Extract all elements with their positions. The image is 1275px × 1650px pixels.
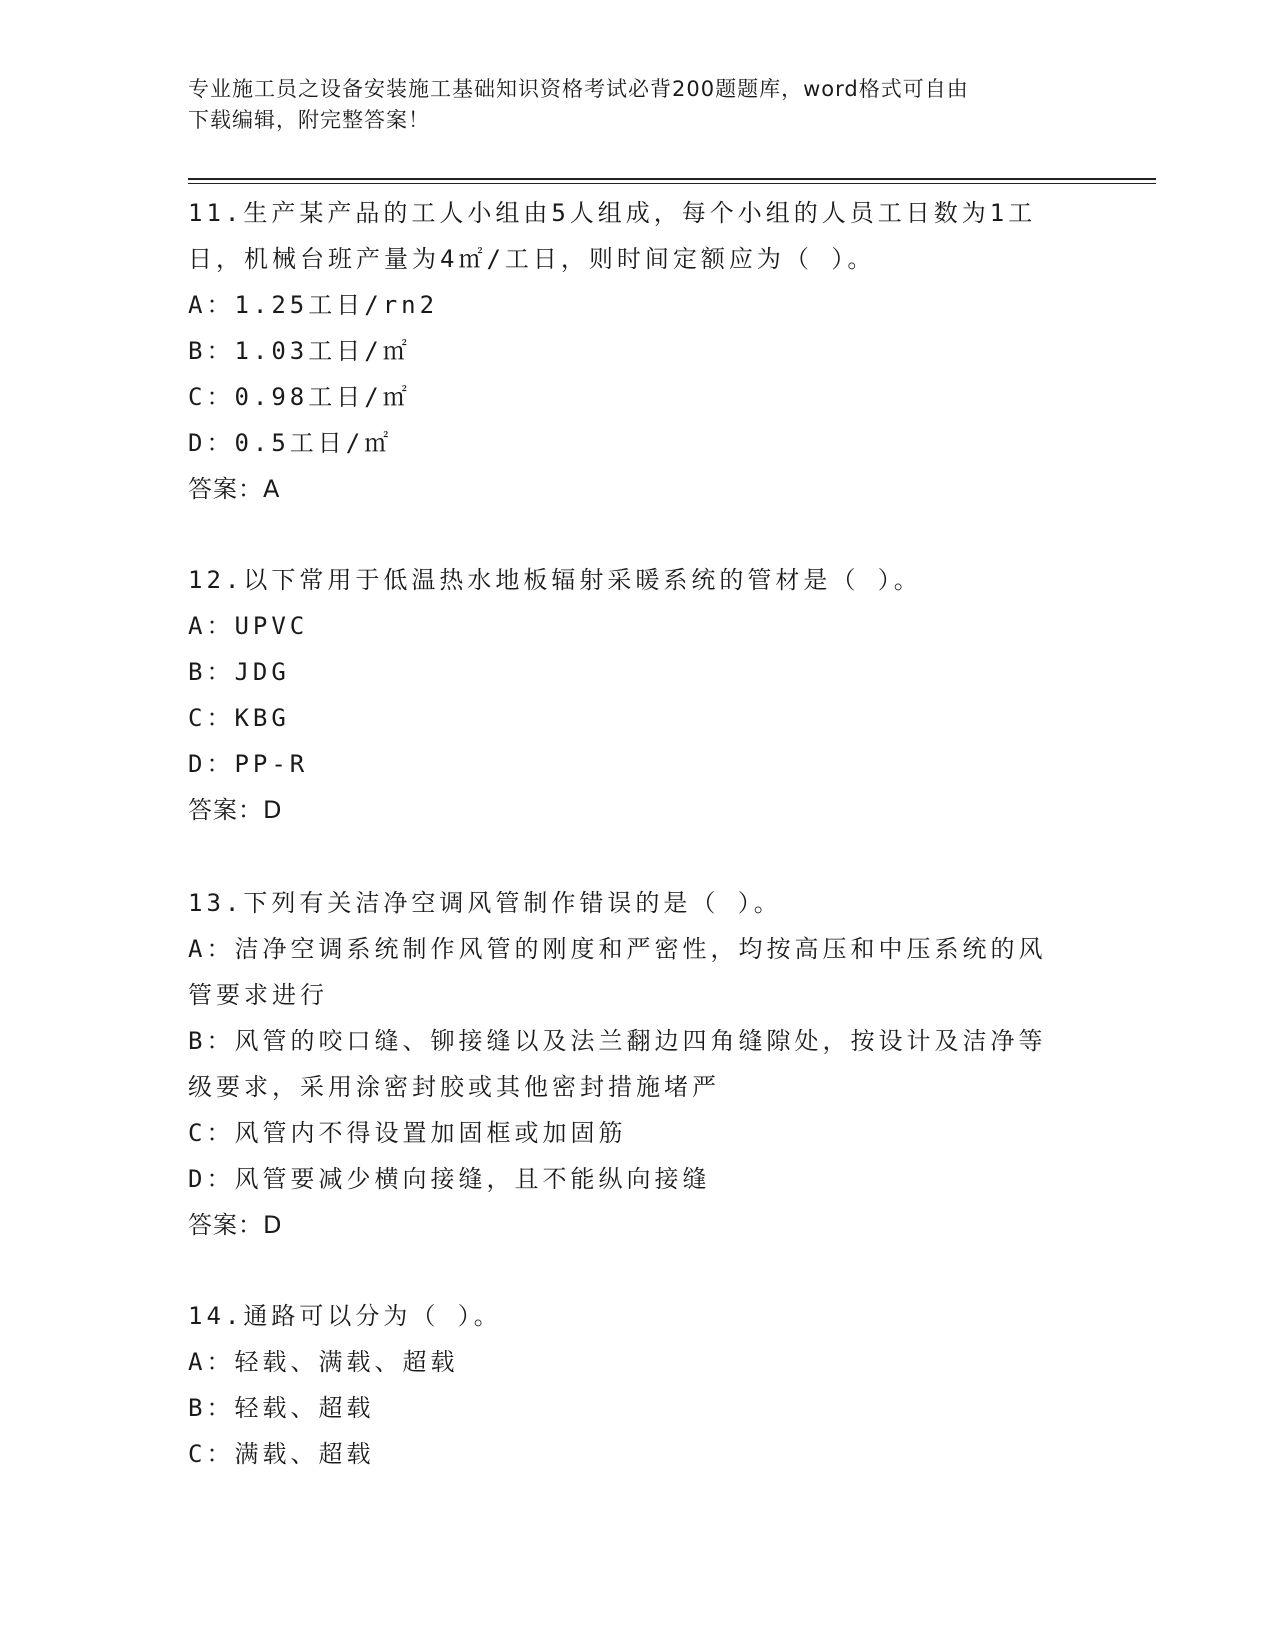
header-divider-thin — [188, 183, 1156, 184]
header-divider-thick — [188, 178, 1156, 180]
question-spacer — [188, 833, 1088, 880]
option-b: B：1.03工日/㎡ — [188, 337, 411, 365]
question-stem: 11.生产某产品的工人小组由5人组成，每个小组的人员工日数为1工 — [188, 199, 1037, 227]
question-spacer — [188, 1248, 1088, 1293]
answer: 答案：D — [188, 1211, 283, 1239]
option-b: B：风管的咬口缝、铆接缝以及法兰翻边四角缝隙处，按设计及洁净等 — [188, 1027, 1047, 1055]
question-stem: 12.以下常用于低温热水地板辐射采暖系统的管材是（ ）。 — [188, 566, 922, 594]
question-11 — [188, 190, 1088, 512]
option-d: D：PP-R — [188, 750, 309, 778]
option-c: C：KBG — [188, 704, 290, 732]
option-c: C：0.98工日/㎡ — [188, 383, 411, 411]
option-b: B：轻载、超载 — [188, 1394, 375, 1422]
document-header — [188, 74, 1088, 136]
option-b-continued: 级要求，采用涂密封胶或其他密封措施堵严 — [188, 1073, 720, 1101]
question-13 — [188, 880, 1088, 1248]
option-b: B：JDG — [188, 658, 290, 686]
option-a: A：1.25工日/rn2 — [188, 291, 439, 319]
question-list — [188, 190, 1088, 1477]
option-c: C：风管内不得设置加固框或加固筋 — [188, 1119, 627, 1147]
question-12 — [188, 557, 1088, 833]
answer: 答案：A — [188, 475, 281, 503]
option-a-continued: 管要求进行 — [188, 981, 328, 1009]
header-line-1: 专业施工员之设备安装施工基础知识资格考试必背200题题库，word格式可自由 — [188, 77, 969, 101]
option-a: A：洁净空调系统制作风管的刚度和严密性，均按高压和中压系统的风 — [188, 935, 1047, 963]
option-a: A：轻载、满载、超载 — [188, 1348, 459, 1376]
option-a: A：UPVC — [188, 612, 309, 640]
question-stem: 日，机械台班产量为4㎡/工日，则时间定额应为（ ）。 — [188, 245, 876, 273]
question-stem: 14.通路可以分为（ ）。 — [188, 1302, 502, 1330]
option-d: D：0.5工日/㎡ — [188, 429, 393, 457]
question-stem: 13.下列有关洁净空调风管制作错误的是（ ）。 — [188, 889, 782, 917]
option-d: D：风管要减少横向接缝，且不能纵向接缝 — [188, 1165, 711, 1193]
question-spacer — [188, 512, 1088, 557]
question-14 — [188, 1293, 1088, 1477]
option-c: C：满载、超载 — [188, 1440, 375, 1468]
header-line-2: 下载编辑，附完整答案！ — [188, 108, 430, 132]
answer: 答案：D — [188, 796, 283, 824]
